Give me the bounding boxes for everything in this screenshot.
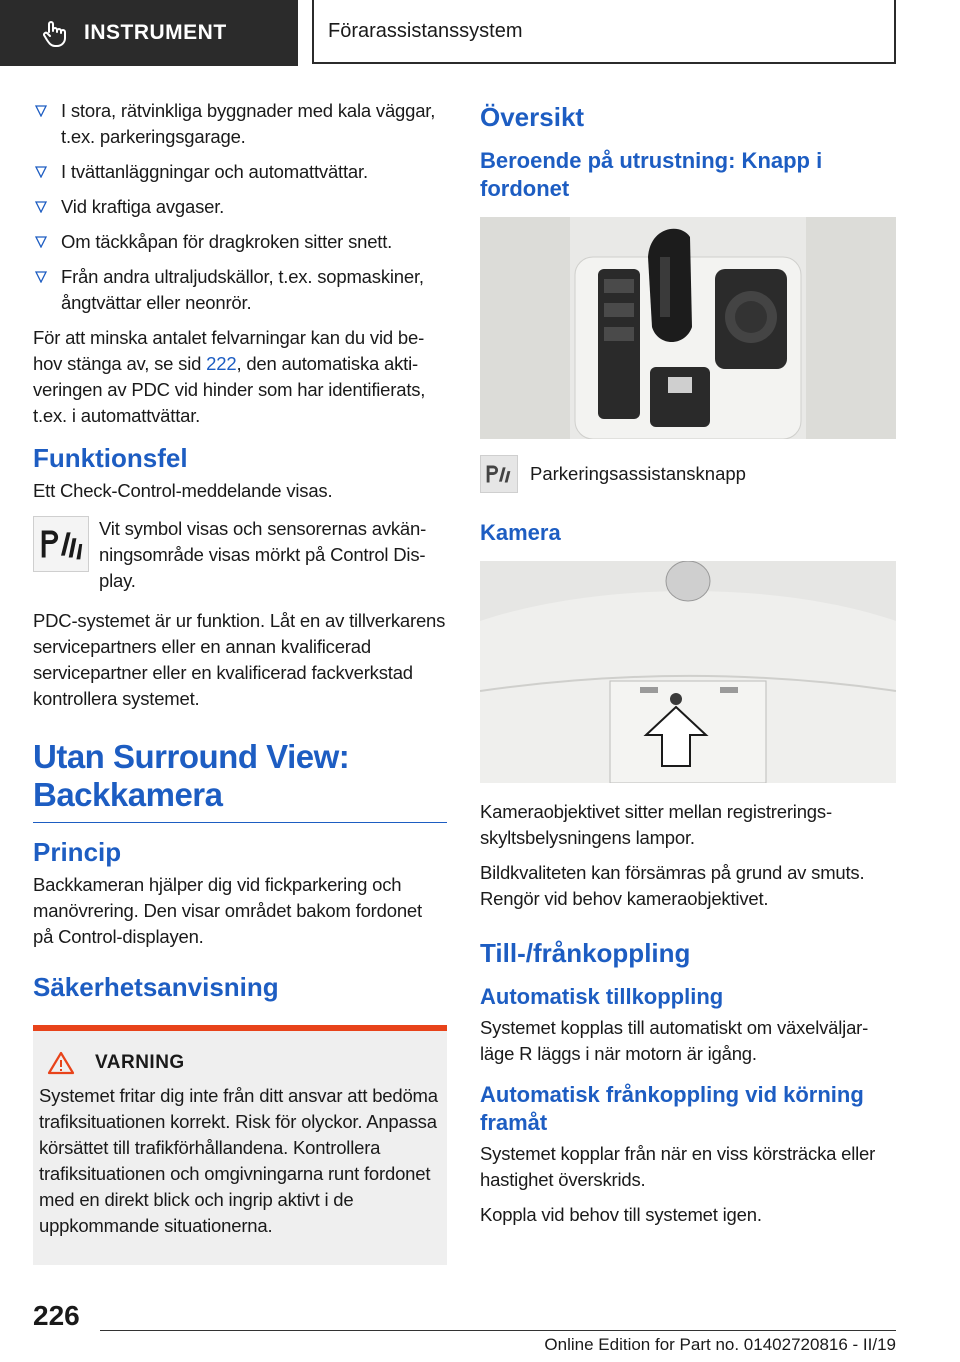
- list-item: Om täckkåpan för dragkroken sitter snett.: [33, 229, 447, 255]
- pdc-symbol-row: [33, 516, 447, 594]
- footer-divider: [100, 1330, 896, 1331]
- warning-text: Systemet fritar dig inte från ditt ansvar att bedöma trafiksituationen korrekt. Risk för olyckor. Anpassa körsättet till trafikförhållandena. Kontrollera trafiksituationen och omgivningarna runt fordonet med en direkt blick och ingrip aktivt i de uppkommande situationerna.: [39, 1085, 438, 1236]
- pdc-deactivation-paragraph: För att minska antalet felvarningar kan du vid behov stänga av, se sid 222, den automatiska aktiveringen av PDC vid hinder som har identifierats, t.ex. i automattvättar.: [33, 327, 426, 426]
- auto-off-text-2: Koppla vid behov till systemet igen.: [480, 1204, 762, 1225]
- auto-off-heading: Automatisk frånkoppling vid körning framåt: [480, 1082, 864, 1135]
- pdc-fault-symbol-icon: [33, 516, 89, 572]
- parking-assist-button-icon: [480, 455, 518, 493]
- funktionsfel-heading: Funktionsfel: [33, 443, 188, 473]
- chapter-tab[interactable]: [0, 0, 298, 66]
- kamera-paragraph-2: Bildkvaliteten kan försämras på grund av smuts. Rengör vid behov kameraobjektivet.: [480, 862, 865, 909]
- edition-text: Online Edition for Part no. 01402720816 - II/19: [544, 1335, 896, 1354]
- main-heading: Utan Surround View: Backkamera: [33, 738, 350, 813]
- page-number: 226: [33, 1300, 80, 1331]
- princip-heading: Princip: [33, 837, 122, 867]
- overview-subheading: Beroende på utrustning: Knapp i fordonet: [480, 148, 823, 201]
- list-item: I tvättanläggningar och automattvättar.: [33, 159, 447, 185]
- warning-title: [47, 1051, 439, 1075]
- toggle-heading: Till-/frånkoppling: [480, 938, 691, 968]
- left-column: [33, 98, 447, 1265]
- princip-text: Backkameran hjälper dig vid fickparkering och manövrering. Den visar området bakom fordonet på Control-displayen.: [33, 874, 422, 947]
- bullet-list: [33, 98, 447, 316]
- console-button-photo: [480, 217, 896, 439]
- auto-on-heading: Automatisk tillkoppling: [480, 984, 724, 1009]
- button-caption: Parkeringsassistansknapp: [530, 463, 746, 484]
- auto-on-text: Systemet kopplas till automatiskt om växelväljarläge R läggs i när motorn är igång.: [480, 1017, 869, 1064]
- triangle-bullet-icon: [35, 236, 47, 248]
- warning-triangle-icon: [47, 1051, 75, 1075]
- list-item: Från andra ultraljudskällor, t.ex. sopmaskiner, ångtvättar eller neonrör.: [33, 264, 447, 316]
- section-title: Förarassistanssystem: [312, 0, 896, 64]
- list-item: I stora, rätvinkliga byggnader med kala väggar, t.ex. parkeringsgarage.: [33, 98, 447, 150]
- page-reference-link[interactable]: 222: [206, 353, 237, 374]
- triangle-bullet-icon: [35, 166, 47, 178]
- rear-camera-photo: [480, 561, 896, 783]
- auto-off-text-1: Systemet kopplar från när en viss körsträcka eller hastighet överskrids.: [480, 1143, 876, 1190]
- pdc-fault-paragraph: PDC-systemet är ur funktion. Låt en av tillverkarens servicepartners eller en annan kvalificerad servicepartner eller en kvalificerad fackverkstad kontrollera systemet.: [33, 610, 446, 709]
- warning-label: VARNING: [95, 1052, 185, 1073]
- overview-heading: Översikt: [480, 102, 585, 132]
- button-caption-row: [480, 455, 896, 493]
- safety-heading: Säkerhetsanvisning: [33, 972, 279, 1002]
- funktionsfel-text: Ett Check-Control-meddelande visas.: [33, 480, 333, 501]
- warning-box: [33, 1025, 447, 1265]
- kamera-heading: Kamera: [480, 520, 561, 545]
- triangle-bullet-icon: [35, 201, 47, 213]
- kamera-paragraph-1: Kameraobjektivet sitter mellan registreringsskyltsbelysningens lampor.: [480, 801, 833, 848]
- triangle-bullet-icon: [35, 105, 47, 117]
- chapter-title: INSTRUMENT: [84, 21, 227, 44]
- list-item: Vid kraftiga avgaser.: [33, 194, 447, 220]
- right-column: [480, 98, 896, 1237]
- heading-divider: [33, 822, 447, 823]
- hand-pointer-icon: [40, 18, 70, 48]
- triangle-bullet-icon: [35, 271, 47, 283]
- symbol-description: Vit symbol visas och sensorernas avkänningsområde visas mörkt på Control Display.: [99, 518, 427, 591]
- page-header: [0, 0, 960, 66]
